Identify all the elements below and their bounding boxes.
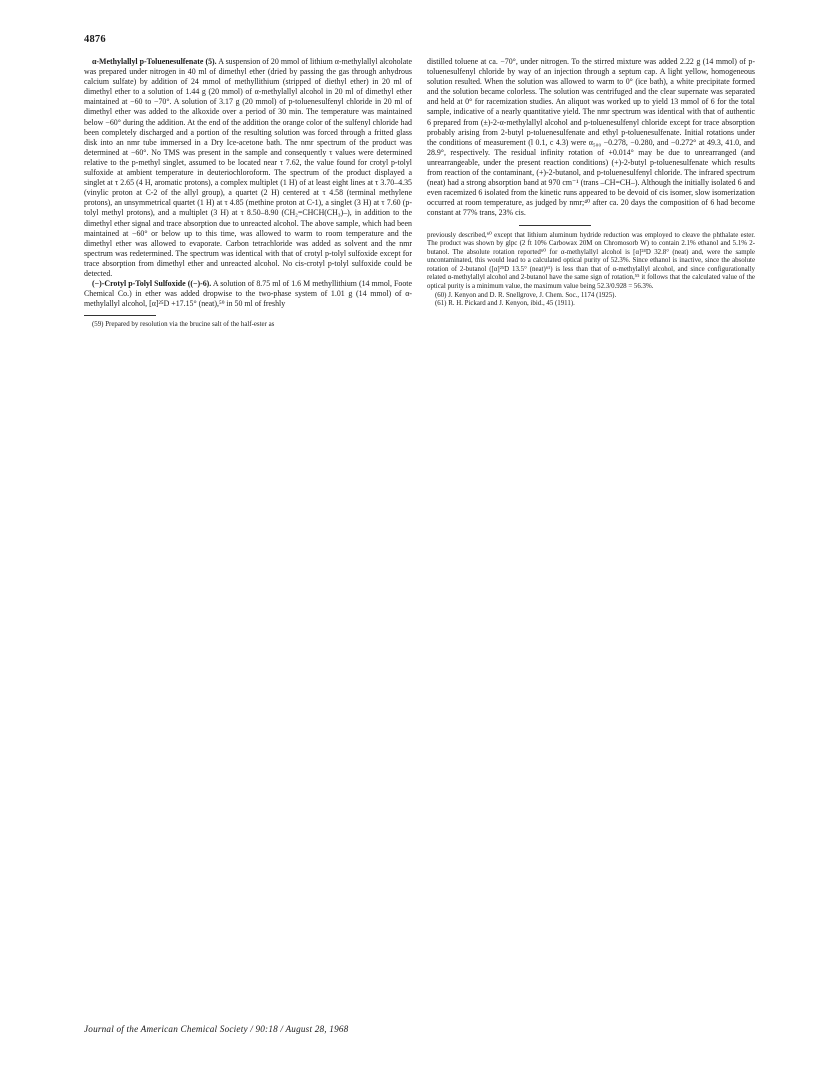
section-heading: (−)-Crotyl p-Tolyl Sulfoxide ((−)-6). — [92, 279, 212, 289]
footnote-block — [84, 321, 412, 330]
paragraph-methylallyl-sulfenate — [84, 57, 412, 279]
journal-footer: Journal of the American Chemical Society / 90:18 / August 28, 1968 — [84, 1024, 349, 1034]
footnote-59: (59) Prepared by resolution via the brucine salt of the half-ester as — [92, 321, 275, 329]
left-column — [84, 57, 412, 330]
footnote-block — [427, 232, 755, 309]
footnote-61: (61) R. H. Pickard and J. Kenyon, ibid., 45 (1911). — [435, 300, 575, 308]
footnote-divider — [519, 225, 591, 226]
page-number: 4876 — [84, 34, 106, 45]
footnote-60: (60) J. Kenyon and D. R. Snellgrove, J. Chem. Soc., 1174 (1925). — [435, 291, 617, 299]
paragraph-continued: distilled toluene at ca. −70°, under nitrogen. To the stirred mixture was added 2.22 g (14 mmol) of p-toluenesulfenyl chloride by way of an injection through a septum cap. A light yellow, homogeneous solution resulted. When the solution was allowed to warm to 0° (ice bath), a white precipitate formed and the solution became colorless. The solution was centrifuged and the clear supernate was separated and held at 0° for racemization studies. An aliquot was worked up to yield 13 mmol of 6 for the total sample, indicative of a nearly quantitative yield. The nmr spectrum was identical with that of authentic 6 prepared from (±)-2-α-methylallyl alcohol and p-toluenesulfenyl chloride except for trace absorption probably arising from 2-butyl p-toluenesulfenate and ethyl p-toluenesulfenate. Initial rotations under the conditions of measurement (l 0.1, c 4.3) were α₅₀₀ −0.278, −0.280, and −0.272° at 49.3, 41.0, and 28.9°, respectively. The residual infinity rotation of +0.014° may be due to unrearranged (and unrearrangeable, under the present reaction conditions) (+)-2-butyl p-toluenesulfenate which results from reaction of the contaminant, (+)-2-butanol, and p-toluenesulfenyl chloride. The infrared spectrum (neat) had a strong absorption band at 970 cm⁻¹ (trans –CH=CH–). Although the initially isolated 6 and even racemized 6 isolated from the kinetic runs appeared to be devoid of cis isomer, slow isomerization occurred at room temperature, as judged by nmr;⁴⁰ after ca. 20 days the composition of 6 had become constant at 77% trans, 23% cis. — [427, 57, 755, 218]
right-column — [427, 57, 755, 309]
paragraph-text: A suspension of 20 mmol of lithium α-methylallyl alcoholate was prepared under nitrogen in 40 ml of dimethyl ether (dried by passing the gas through anhydrous calcium sulfate) by addition of 24 mmol of methyllithium (stripped of diethyl ether) in 20 ml of dimethyl ether to a solution of 1.44 g (20 mmol) of α-methylallyl alcohol in 20 ml of dimethyl ether maintained at −60 to −70°. A solution of 3.17 g (20 mmol) of p-toluenesulfenyl chloride in 20 ml of dimethyl ether was added to the alkoxide over a period of 30 min. The temperature was maintained below −60° during the addition. At the end of the addition the orange color of the sulfenyl chloride had been completely discharged and a portion of the resulting solution was forced through a fritted glass disk into an nmr tube immersed in a Dry Ice-acetone bath. The nmr spectrum of the product was determined at −60°. No TMS was present in the sample and consequently τ values were determined relative to the p-methyl singlet, assumed to be located near τ 7.62, the value found for crotyl p-tolyl sulfoxide at ambient temperature in deuteriochloroform. The spectrum of the product displayed a singlet at τ 2.65 (4 H, aromatic protons), a complex multiplet (1 H) of at least eight lines at τ 3.70–4.35 (vinylic proton at C-2 of the allyl group), a quartet (2 H) centered at τ 4.58 (terminal methylene protons), an unsymmetrical quartet (1 H) at τ 4.85 (methine proton at C-1), a singlet (3 H) at τ 7.60 (p-tolyl methyl protons), and a multiplet (3 H) at τ 8.50–8.90 (CH₂=CHCH(CH₃)–), in addition to the dimethyl ether signal and trace absorption due to unreacted alcohol. The above sample, which had been maintained at −60° or below up to this time, was allowed to warm to room temperature and the dimethyl ether was allowed to evaporate. Carbon tetrachloride was added as solvent and the nmr spectrum was redetermined. The spectrum was identical with that of crotyl p-tolyl sulfoxide except for trace absorption from dimethyl ether and unreacted alcohol. No cis-crotyl p-tolyl sulfoxide could be detected. — [84, 57, 412, 278]
footnote-divider — [84, 315, 156, 316]
paragraph-text: A solution of 8.75 ml of 1.6 M methyllithium (14 mmol, Foote Chemical Co.) in ether was added dropwise to the two-phase system of 1.01 g (14 mmol) of α-methylallyl alcohol, [α]²⁵D +17.15° (neat),⁵⁹ in 50 ml of freshly — [84, 279, 412, 309]
section-heading: α-Methylallyl p-Toluenesulfenate (5). — [92, 57, 217, 66]
footnote-59-continued: previously described,⁶⁰ except that lithium aluminum hydride reduction was employed to cleave the phthalate ester. The product was shown by glpc (2 ft 10% Carbowax 20M on Chromosorb W) to contain 2.1% ethanol and 5.1% 2-butanol. The absolute rotation reported⁶⁰ for α-methylallyl alcohol is [α]²⁴D 32.8° (neat) and, were the sample uncontaminated, this would lead to a calculated optical purity of 52.3%. Since ethanol is inactive, since the absolute rotation of 2-butanol ([α]²⁵D 13.5° (neat)⁶¹) is less than that of α-methylallyl alcohol, and since configurationally related α-methylallyl alcohol and 2-butanol have the same sign of rotation,⁵⁵ it follows that the calculated value of the optical purity is a minimum value, the maximum value being 52.3/0.928 = 56.3%. — [427, 231, 755, 291]
paragraph-crotyl-sulfoxide — [84, 279, 412, 309]
